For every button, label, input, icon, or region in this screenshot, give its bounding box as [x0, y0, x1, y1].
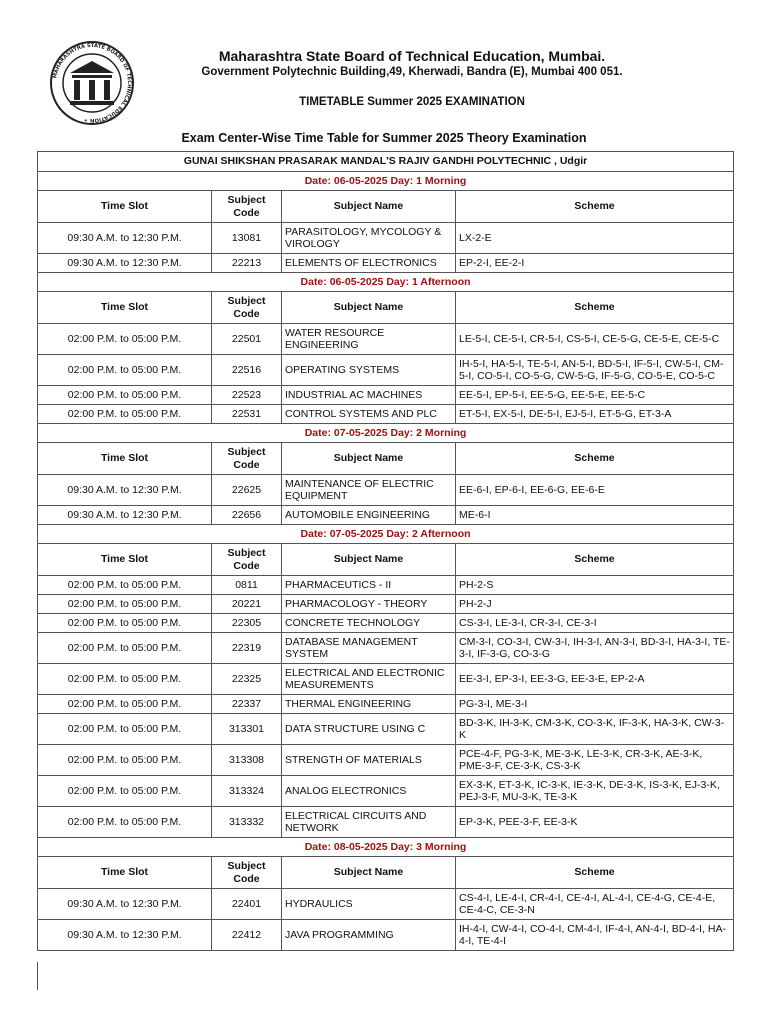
- subject-code-cell: 0811: [212, 576, 282, 595]
- scheme-cell: IH-4-I, CW-4-I, CO-4-I, CM-4-I, IF-4-I, AN-4-I, BD-4-I, HA-4-I, TE-4-I: [456, 920, 734, 951]
- session-date-row: [38, 424, 734, 443]
- table-row: [38, 576, 734, 595]
- subject-name-cell: ELECTRICAL AND ELECTRONIC MEASUREMENTS: [282, 664, 456, 695]
- table-row: [38, 807, 734, 838]
- table-row: [38, 506, 734, 525]
- table-row: [38, 776, 734, 807]
- subject-code-cell: 22412: [212, 920, 282, 951]
- table-row: [38, 254, 734, 273]
- subject-name-cell: DATABASE MANAGEMENT SYSTEM: [282, 633, 456, 664]
- table-row: [38, 223, 734, 254]
- table-row: [38, 664, 734, 695]
- scheme-cell: PG-3-I, ME-3-I: [456, 695, 734, 714]
- scheme-cell: CS-3-I, LE-3-I, CR-3-I, CE-3-I: [456, 614, 734, 633]
- scheme-cell: EP-3-K, PEE-3-F, EE-3-K: [456, 807, 734, 838]
- subject-name-cell: ELECTRICAL CIRCUITS AND NETWORK: [282, 807, 456, 838]
- time-slot-cell: 02:00 P.M. to 05:00 P.M.: [38, 595, 212, 614]
- time-slot-header: Time Slot: [38, 443, 212, 475]
- time-slot-cell: 02:00 P.M. to 05:00 P.M.: [38, 633, 212, 664]
- subject-name-cell: CONCRETE TECHNOLOGY: [282, 614, 456, 633]
- scheme-cell: ET-5-I, EX-5-I, DE-5-I, EJ-5-I, ET-5-G, ET-3-A: [456, 405, 734, 424]
- time-slot-cell: 02:00 P.M. to 05:00 P.M.: [38, 614, 212, 633]
- subject-code-header: Subject Code: [212, 544, 282, 576]
- time-slot-header: Time Slot: [38, 191, 212, 223]
- scheme-header: Scheme: [456, 857, 734, 889]
- time-slot-header: Time Slot: [38, 857, 212, 889]
- time-slot-cell: 09:30 A.M. to 12:30 P.M.: [38, 506, 212, 525]
- table-row: [38, 475, 734, 506]
- table-row: [38, 324, 734, 355]
- scheme-cell: LE-5-I, CE-5-I, CR-5-I, CS-5-I, CE-5-G, CE-5-E, CE-5-C: [456, 324, 734, 355]
- time-slot-cell: 09:30 A.M. to 12:30 P.M.: [38, 475, 212, 506]
- subject-code-cell: 22213: [212, 254, 282, 273]
- session-date-label: Date: 08-05-2025 Day: 3 Morning: [38, 838, 734, 857]
- subject-code-cell: 22319: [212, 633, 282, 664]
- subject-code-cell: 22401: [212, 889, 282, 920]
- time-slot-cell: 09:30 A.M. to 12:30 P.M.: [38, 889, 212, 920]
- scheme-cell: PH-2-J: [456, 595, 734, 614]
- table-row: [38, 595, 734, 614]
- time-slot-cell: 02:00 P.M. to 05:00 P.M.: [38, 664, 212, 695]
- subject-code-cell: 22523: [212, 386, 282, 405]
- subject-name-cell: PHARMACEUTICS - II: [282, 576, 456, 595]
- table-row: [38, 920, 734, 951]
- time-slot-cell: 02:00 P.M. to 05:00 P.M.: [38, 405, 212, 424]
- subject-name-cell: DATA STRUCTURE USING C: [282, 714, 456, 745]
- scheme-cell: BD-3-K, IH-3-K, CM-3-K, CO-3-K, IF-3-K, HA-3-K, CW-3-K: [456, 714, 734, 745]
- session-date-row: [38, 273, 734, 292]
- subject-name-cell: JAVA PROGRAMMING: [282, 920, 456, 951]
- subject-name-cell: THERMAL ENGINEERING: [282, 695, 456, 714]
- column-header-row: [38, 857, 734, 889]
- subject-code-cell: 313308: [212, 745, 282, 776]
- subject-code-cell: 313301: [212, 714, 282, 745]
- subject-name-cell: INDUSTRIAL AC MACHINES: [282, 386, 456, 405]
- session-date-row: [38, 838, 734, 857]
- subject-name-header: Subject Name: [282, 544, 456, 576]
- scheme-cell: EP-2-I, EE-2-I: [456, 254, 734, 273]
- subject-name-header: Subject Name: [282, 857, 456, 889]
- time-slot-cell: 02:00 P.M. to 05:00 P.M.: [38, 807, 212, 838]
- document-header: [0, 0, 768, 145]
- scheme-cell: EE-5-I, EP-5-I, EE-5-G, EE-5-E, EE-5-C: [456, 386, 734, 405]
- scheme-cell: PCE-4-F, PG-3-K, ME-3-K, LE-3-K, CR-3-K, AE-3-K, PME-3-F, CE-3-K, CS-3-K: [456, 745, 734, 776]
- time-slot-cell: 02:00 P.M. to 05:00 P.M.: [38, 695, 212, 714]
- exam-title: TIMETABLE Summer 2025 EXAMINATION: [299, 96, 525, 108]
- board-address: Government Polytechnic Building,49, Kherwadi, Bandra (E), Mumbai 400 051.: [201, 66, 623, 78]
- time-slot-cell: 02:00 P.M. to 05:00 P.M.: [38, 386, 212, 405]
- subject-code-header: Subject Code: [212, 191, 282, 223]
- subject-name-cell: HYDRAULICS: [282, 889, 456, 920]
- session-date-row: [38, 525, 734, 544]
- table-row: [38, 714, 734, 745]
- subject-name-cell: WATER RESOURCE ENGINEERING: [282, 324, 456, 355]
- subject-code-header: Subject Code: [212, 443, 282, 475]
- scheme-header: Scheme: [456, 443, 734, 475]
- time-slot-cell: 02:00 P.M. to 05:00 P.M.: [38, 745, 212, 776]
- scheme-cell: ME-6-I: [456, 506, 734, 525]
- session-date-label: Date: 06-05-2025 Day: 1 Afternoon: [38, 273, 734, 292]
- scheme-cell: EE-6-I, EP-6-I, EE-6-G, EE-6-E: [456, 475, 734, 506]
- subject-name-cell: ELEMENTS OF ELECTRONICS: [282, 254, 456, 273]
- subject-code-cell: 22656: [212, 506, 282, 525]
- time-slot-cell: 02:00 P.M. to 05:00 P.M.: [38, 355, 212, 386]
- scheme-cell: IH-5-I, HA-5-I, TE-5-I, AN-5-I, BD-5-I, IF-5-I, CW-5-I, CM-5-I, CO-5-I, CO-5-G, CW-5-G, IF-5-G, CO-5-E, CO-5-C: [456, 355, 734, 386]
- subject-code-cell: 20221: [212, 595, 282, 614]
- table-row: [38, 633, 734, 664]
- time-slot-cell: 02:00 P.M. to 05:00 P.M.: [38, 576, 212, 595]
- timetable: [37, 151, 734, 951]
- subject-name-cell: MAINTENANCE OF ELECTRIC EQUIPMENT: [282, 475, 456, 506]
- college-name: GUNAI SHIKSHAN PRASARAK MANDAL'S RAJIV GANDHI POLYTECHNIC , Udgir: [38, 152, 734, 172]
- session-date-row: [38, 172, 734, 191]
- subject-name-cell: PARASITOLOGY, MYCOLOGY & VIROLOGY: [282, 223, 456, 254]
- time-slot-cell: 09:30 A.M. to 12:30 P.M.: [38, 920, 212, 951]
- subject-name-header: Subject Name: [282, 191, 456, 223]
- table-row: [38, 355, 734, 386]
- subject-code-header: Subject Code: [212, 292, 282, 324]
- subject-code-header: Subject Code: [212, 857, 282, 889]
- column-header-row: [38, 191, 734, 223]
- time-slot-header: Time Slot: [38, 544, 212, 576]
- college-row: [38, 152, 734, 172]
- subject-name-cell: OPERATING SYSTEMS: [282, 355, 456, 386]
- column-header-row: [38, 544, 734, 576]
- scheme-cell: EX-3-K, ET-3-K, IC-3-K, IE-3-K, DE-3-K, IS-3-K, EJ-3-K, PEJ-3-F, MU-3-K, TE-3-K: [456, 776, 734, 807]
- session-date-label: Date: 06-05-2025 Day: 1 Morning: [38, 172, 734, 191]
- time-slot-cell: 02:00 P.M. to 05:00 P.M.: [38, 776, 212, 807]
- subject-code-cell: 313324: [212, 776, 282, 807]
- time-slot-cell: 02:00 P.M. to 05:00 P.M.: [38, 714, 212, 745]
- svg-text:MAHARASHTRA STATE BOARD OF TEC: MAHARASHTRA STATE BOARD OF TECHNICAL EDUCATION ✶: [52, 42, 133, 124]
- table-row: [38, 614, 734, 633]
- table-row: [38, 695, 734, 714]
- scheme-cell: CM-3-I, CO-3-I, CW-3-I, IH-3-I, AN-3-I, BD-3-I, HA-3-I, TE-3-I, IF-3-G, CO-3-G: [456, 633, 734, 664]
- subject-name-cell: PHARMACOLOGY - THEORY: [282, 595, 456, 614]
- table-title: Exam Center-Wise Time Table for Summer 2025 Theory Examination: [181, 131, 587, 145]
- scheme-cell: PH-2-S: [456, 576, 734, 595]
- time-slot-cell: 02:00 P.M. to 05:00 P.M.: [38, 324, 212, 355]
- subject-code-cell: 22531: [212, 405, 282, 424]
- subject-code-cell: 13081: [212, 223, 282, 254]
- time-slot-cell: 09:30 A.M. to 12:30 P.M.: [38, 254, 212, 273]
- scheme-header: Scheme: [456, 191, 734, 223]
- subject-code-cell: 22325: [212, 664, 282, 695]
- column-header-row: [38, 443, 734, 475]
- column-header-row: [38, 292, 734, 324]
- subject-code-cell: 22337: [212, 695, 282, 714]
- scheme-cell: LX-2-E: [456, 223, 734, 254]
- subject-name-cell: CONTROL SYSTEMS AND PLC: [282, 405, 456, 424]
- subject-name-header: Subject Name: [282, 443, 456, 475]
- subject-name-cell: ANALOG ELECTRONICS: [282, 776, 456, 807]
- subject-code-cell: 22516: [212, 355, 282, 386]
- session-date-label: Date: 07-05-2025 Day: 2 Morning: [38, 424, 734, 443]
- table-border-continuation: [37, 962, 38, 990]
- subject-code-cell: 313332: [212, 807, 282, 838]
- table-row: [38, 745, 734, 776]
- scheme-header: Scheme: [456, 544, 734, 576]
- table-row: [38, 405, 734, 424]
- subject-name-header: Subject Name: [282, 292, 456, 324]
- table-row: [38, 386, 734, 405]
- time-slot-cell: 09:30 A.M. to 12:30 P.M.: [38, 223, 212, 254]
- session-date-label: Date: 07-05-2025 Day: 2 Afternoon: [38, 525, 734, 544]
- subject-name-cell: STRENGTH OF MATERIALS: [282, 745, 456, 776]
- subject-code-cell: 22305: [212, 614, 282, 633]
- subject-name-cell: AUTOMOBILE ENGINEERING: [282, 506, 456, 525]
- board-name: Maharashtra State Board of Technical Education, Mumbai.: [218, 48, 606, 64]
- timetable-body: [38, 152, 734, 951]
- subject-code-cell: 22625: [212, 475, 282, 506]
- scheme-cell: CS-4-I, LE-4-I, CR-4-I, CE-4-I, AL-4-I, CE-4-G, CE-4-E, CE-4-C, CE-3-N: [456, 889, 734, 920]
- scheme-header: Scheme: [456, 292, 734, 324]
- time-slot-header: Time Slot: [38, 292, 212, 324]
- table-row: [38, 889, 734, 920]
- subject-code-cell: 22501: [212, 324, 282, 355]
- scheme-cell: EE-3-I, EP-3-I, EE-3-G, EE-3-E, EP-2-A: [456, 664, 734, 695]
